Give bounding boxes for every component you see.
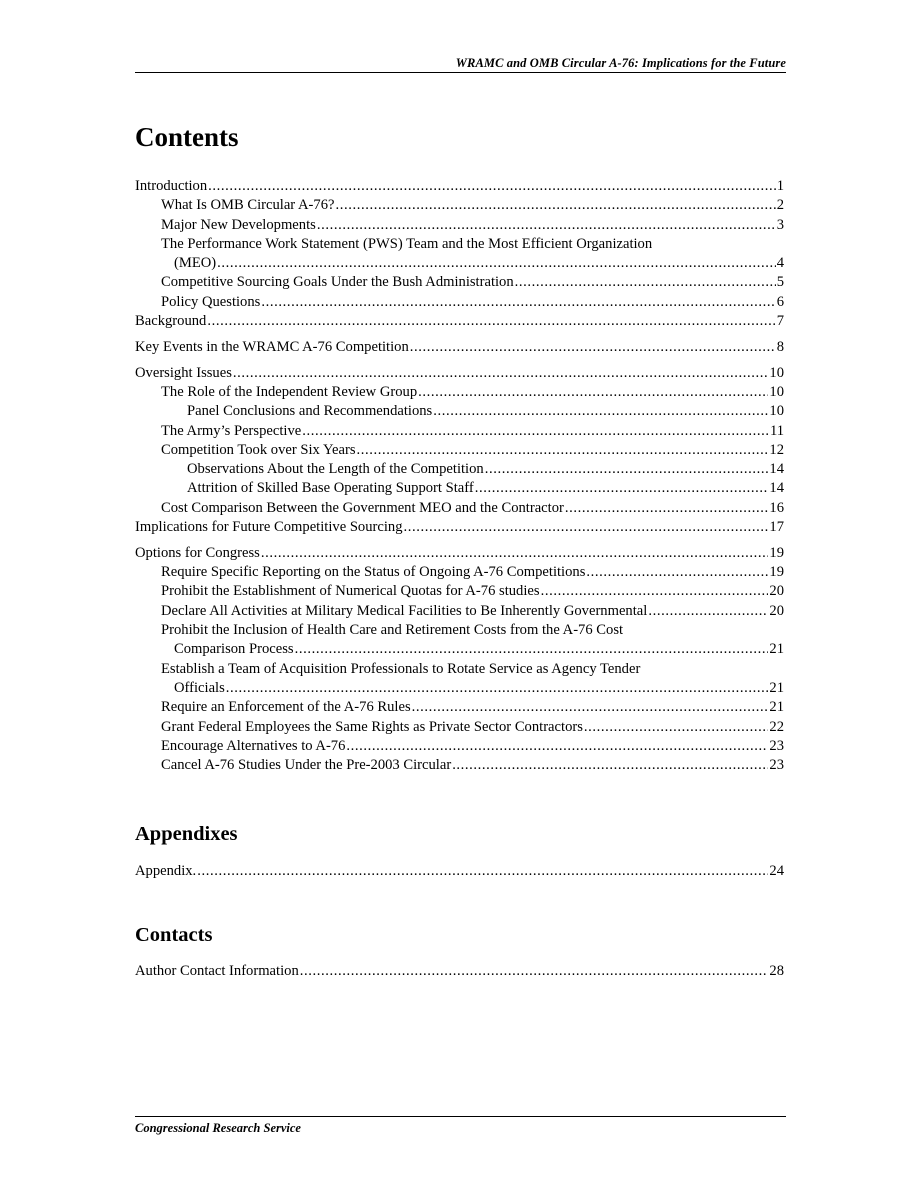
toc-entry-army-perspective[interactable]: The Army’s Perspective ..... 11 — [135, 422, 784, 441]
toc-entry-background[interactable]: Background ..... 7 — [135, 312, 784, 331]
toc-entry-health-care-costs[interactable]: Prohibit the Inclusion of Health Care and Retirement Costs from the A-76 Cost Comparison Process ..... 21 — [135, 621, 784, 660]
toc-entry-implications[interactable]: Implications for Future Competitive Sourcing ..... 17 — [135, 518, 784, 537]
toc-entry-length-observations[interactable]: Observations About the Length of the Competition ..... 14 — [135, 460, 784, 479]
appendixes-list — [135, 862, 784, 881]
running-header: WRAMC and OMB Circular A-76: Implications for the Future — [455, 56, 786, 70]
toc-entry-acquisition-team[interactable]: Establish a Team of Acquisition Professionals to Rotate Service as Agency Tender Officials ..... 21 — [135, 660, 784, 699]
toc-entry-same-rights[interactable]: Grant Federal Employees the Same Rights as Private Sector Contractors ..... 22 — [135, 718, 784, 737]
contents-title: Contents — [135, 122, 239, 152]
toc-entry-cancel-studies[interactable]: Cancel A-76 Studies Under the Pre-2003 Circular ..... 23 — [135, 756, 784, 775]
appendixes-heading: Appendixes — [135, 823, 238, 845]
toc-entry-policy-questions[interactable]: Policy Questions ..... 6 — [135, 293, 784, 312]
toc-entry-major-developments[interactable]: Major New Developments ..... 3 — [135, 216, 784, 235]
footer-divider — [135, 1116, 786, 1117]
toc-entry-options-congress[interactable]: Options for Congress ..... 19 — [135, 544, 784, 563]
toc-entry-enforcement[interactable]: Require an Enforcement of the A-76 Rules ..... 21 — [135, 698, 784, 717]
toc-entry-author-contact[interactable]: Author Contact Information ..... 28 — [135, 962, 784, 981]
toc-entry-appendix[interactable]: Appendix. ..... 24 — [135, 862, 784, 881]
toc-entry-key-events[interactable]: Key Events in the WRAMC A-76 Competition ..... 8 — [135, 338, 784, 357]
toc-entry-introduction[interactable]: Introduction ..... 1 — [135, 177, 784, 196]
toc-entry-attrition[interactable]: Attrition of Skilled Base Operating Support Staff ..... 14 — [135, 479, 784, 498]
toc-entry-what-is-a76[interactable]: What Is OMB Circular A-76? ..... 2 — [135, 196, 784, 215]
footer-text: Congressional Research Service — [135, 1121, 301, 1135]
toc-entry-cost-comparison[interactable]: Cost Comparison Between the Government MEO and the Contractor ..... 16 — [135, 499, 784, 518]
toc-entry-sourcing-goals[interactable]: Competitive Sourcing Goals Under the Bush Administration ..... 5 — [135, 273, 784, 292]
toc-entry-pws-team[interactable]: The Performance Work Statement (PWS) Team and the Most Efficient Organization (MEO) ..... 4 — [135, 235, 784, 274]
toc-entry-oversight-issues[interactable]: Oversight Issues ..... 10 — [135, 364, 784, 383]
toc-entry-prohibit-quotas[interactable]: Prohibit the Establishment of Numerical Quotas for A-76 studies ..... 20 — [135, 582, 784, 601]
toc-entry-alternatives[interactable]: Encourage Alternatives to A-76 ..... 23 — [135, 737, 784, 756]
toc-entry-require-reporting[interactable]: Require Specific Reporting on the Status of Ongoing A-76 Competitions ..... 19 — [135, 563, 784, 582]
header-divider — [135, 72, 786, 73]
toc-entry-inherently-governmental[interactable]: Declare All Activities at Military Medical Facilities to Be Inherently Governmental ..... 20 — [135, 602, 784, 621]
contacts-heading: Contacts — [135, 924, 213, 946]
contents-list — [135, 177, 784, 775]
contacts-list — [135, 962, 784, 981]
toc-entry-six-years[interactable]: Competition Took over Six Years ..... 12 — [135, 441, 784, 460]
toc-entry-review-group[interactable]: The Role of the Independent Review Group ..... 10 — [135, 383, 784, 402]
toc-entry-panel-conclusions[interactable]: Panel Conclusions and Recommendations ..... 10 — [135, 402, 784, 421]
